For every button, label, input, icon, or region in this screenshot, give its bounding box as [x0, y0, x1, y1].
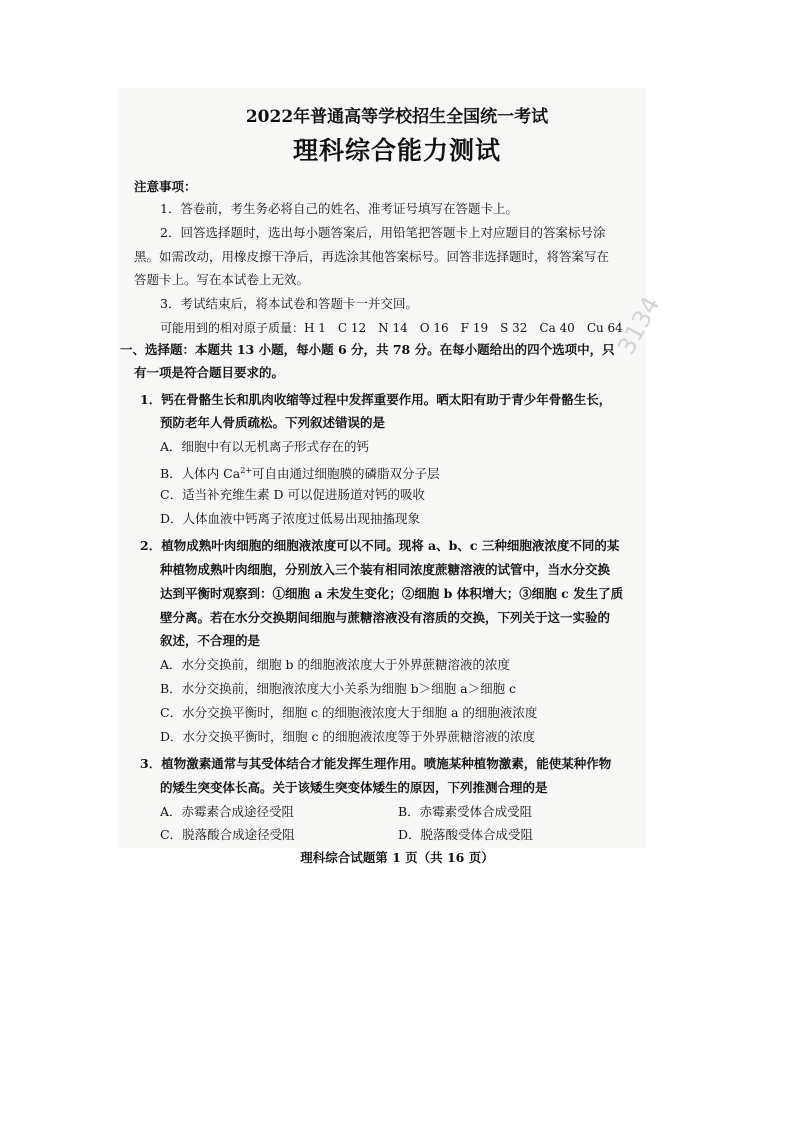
question-2-stem-line-2: 种植物成熟叶肉细胞，分别放入三个装有相同浓度蔗糖溶液的试管中，当水分交换: [160, 562, 611, 577]
question-3-option-a: A．赤霉素合成途径受阻: [160, 804, 295, 819]
question-2-option-b: B．水分交换前，细胞液浓度大小关系为细胞 b＞细胞 a＞细胞 c: [160, 681, 517, 696]
section-heading-line-1: 一、选择题：本题共 13 小题，每小题 6 分，共 78 分。在每小题给出的四个选项中，只: [120, 342, 615, 357]
question-2-option-a: A．水分交换前，细胞 b 的细胞液浓度大于外界蔗糖溶液的浓度: [160, 657, 510, 672]
notice-heading: 注意事项：: [134, 179, 197, 194]
calcium-charge-superscript: 2+: [240, 466, 252, 475]
question-3-stem-line-1: 3．植物激素通常与其受体结合才能发挥生理作用。喷施某种植物激素，能使某种作物: [140, 756, 612, 771]
question-2-stem-line-1: 2．植物成熟叶肉细胞的细胞液浓度可以不同。现将 a、b、c 三种细胞液浓度不同的某: [140, 538, 620, 553]
notice-item-2-line-3: 答题卡上。写在本试卷上无效。: [134, 272, 310, 287]
question-2-stem-line-4: 壁分离。若在水分交换期间细胞与蔗糖溶液没有溶质的交换，下列关于这一实验的: [160, 610, 611, 625]
option-b-prefix: B．人体内 Ca: [160, 466, 241, 482]
question-3-stem-line-2: 的矮生突变体长高。关于该矮生突变体矮生的原因，下列推测合理的是: [160, 780, 548, 795]
notice-item-2-line-1: 2．回答选择题时，选出每小题答案后，用铅笔把答题卡上对应题目的答案标号涂: [160, 225, 606, 240]
notice-item-2-line-2: 黑。如需改动，用橡皮擦干净后，再选涂其他答案标号。回答非选择题时，将答案写在: [134, 249, 610, 264]
section-heading-line-2: 有一项是符合题目要求的。: [134, 365, 285, 380]
notice-item-3: 3．考试结束后，将本试卷和答题卡一并交回。: [160, 296, 418, 311]
page-footer: 理科综合试题第 1 页（共 16 页）: [300, 850, 494, 865]
question-1-stem-line-1: 1．钙在骨骼生长和肌肉收缩等过程中发挥重要作用。晒太阳有助于青少年骨骼生长，: [140, 392, 612, 407]
question-2-option-d: D．水分交换平衡时，细胞 c 的细胞液浓度等于外界蔗糖溶液的浓度: [160, 729, 535, 744]
option-b-suffix: 可自由通过细胞膜的磷脂双分子层: [251, 466, 440, 482]
exam-title: 2022年普通高等学校招生全国统一考试: [245, 107, 549, 127]
atomic-masses: 可能用到的相对原子质量：H 1 C 12 N 14 O 16 F 19 S 32 Ca 40 Cu 64: [160, 321, 623, 335]
question-3-option-d: D．脱落酸受体合成受阻: [398, 827, 534, 842]
notice-item-1: 1．答卷前，考生务必将自己的姓名、准考证号填写在答题卡上。: [160, 201, 518, 216]
question-1-stem-line-2: 预防老年人骨质疏松。下列叙述错误的是: [160, 415, 386, 430]
watermark: 3134: [612, 292, 666, 360]
question-3-option-b: B．赤霉素受体合成受阻: [398, 804, 533, 819]
question-2-option-c: C．水分交换平衡时，细胞 c 的细胞液浓度大于细胞 a 的细胞液浓度: [160, 705, 538, 720]
question-3-option-c: C．脱落酸合成途径受阻: [160, 827, 295, 842]
question-1-option-a: A．细胞中有以无机离子形式存在的钙: [160, 439, 370, 454]
question-1-option-b: [160, 462, 440, 483]
question-1-option-c: C．适当补充维生素 D 可以促进肠道对钙的吸收: [160, 487, 426, 502]
question-2-stem-line-3: 达到平衡时观察到：①细胞 a 未发生变化；②细胞 b 体积增大；③细胞 c 发生了质: [160, 586, 624, 601]
question-1-option-d: D．人体血液中钙离子浓度过低易出现抽搐现象: [160, 511, 421, 526]
exam-subject-title: 理科综合能力测试: [292, 136, 501, 165]
question-2-stem-line-5: 叙述，不合理的是: [160, 633, 261, 648]
